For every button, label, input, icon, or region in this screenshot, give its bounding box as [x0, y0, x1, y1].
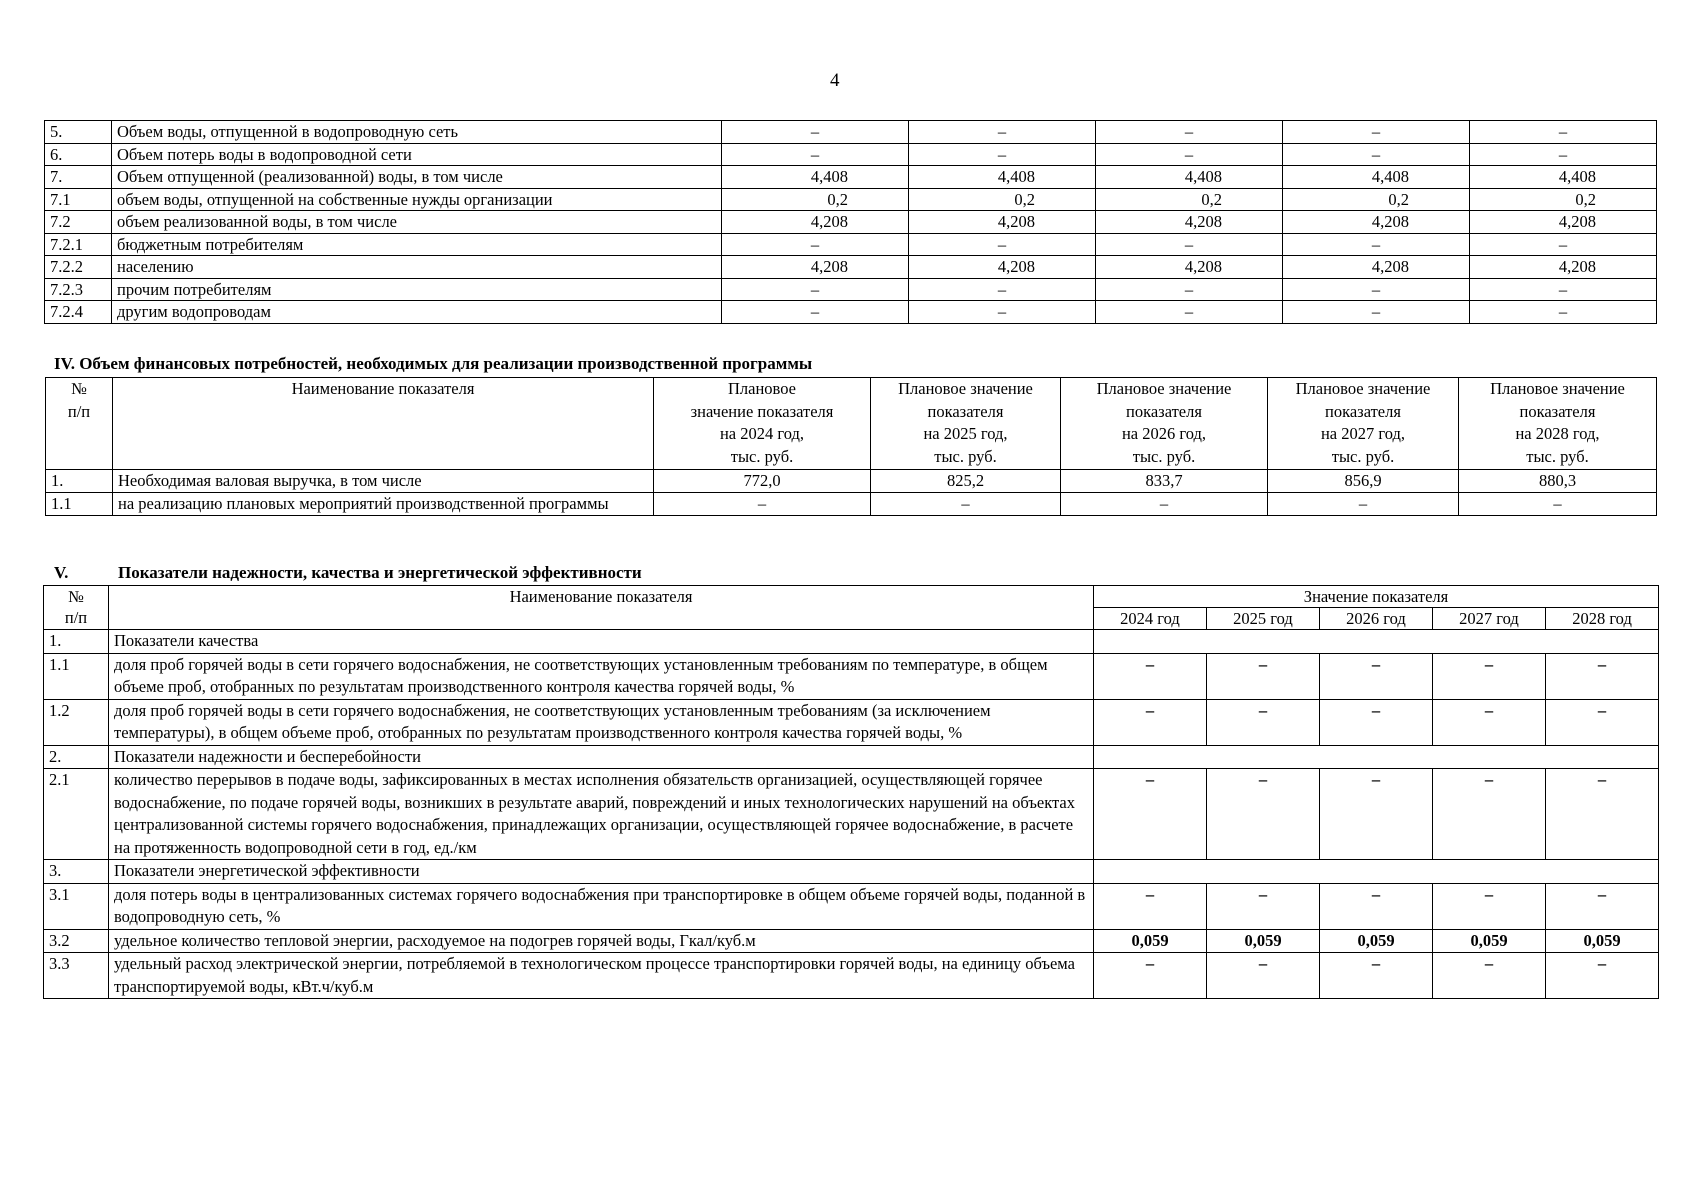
row-value: 4,208 [1096, 211, 1283, 234]
row-name: доля потерь воды в централизованных системах горячего водоснабжения при транспортировке в общем объеме горячей воды, поданной в водопроводную сеть, % [109, 883, 1094, 929]
col-header-year: Плановое значение показателя на 2026 год, тыс. руб. [1061, 378, 1268, 470]
col-header-name: Наименование показателя [109, 586, 1094, 630]
row-value: – [1094, 653, 1207, 699]
row-value: – [871, 493, 1061, 516]
row-value: – [654, 493, 871, 516]
row-name: объем воды, отпущенной на собственные нужды организации [112, 188, 722, 211]
row-value: – [1207, 699, 1320, 745]
table-row [44, 929, 1659, 953]
table-row [45, 301, 1657, 324]
table-row [45, 166, 1657, 189]
row-value: – [909, 301, 1096, 324]
group-row [44, 860, 1659, 884]
row-value: – [1433, 883, 1546, 929]
row-number: 7.2 [45, 211, 112, 234]
row-value: 4,208 [1283, 256, 1470, 279]
row-number: 2.1 [44, 769, 109, 860]
row-value: – [1320, 769, 1433, 860]
row-number: 1.1 [44, 653, 109, 699]
row-number: 7.2.3 [45, 278, 112, 301]
col-header-num: № п/п [46, 378, 113, 470]
row-value: 0,2 [722, 188, 909, 211]
row-value: – [1094, 953, 1207, 999]
row-value: – [1546, 953, 1659, 999]
row-value: 0,059 [1207, 929, 1320, 953]
row-name: удельное количество тепловой энергии, расходуемое на подогрев горячей воды, Гкал/куб.м [109, 929, 1094, 953]
row-value: – [909, 233, 1096, 256]
row-value: – [1459, 493, 1657, 516]
row-number: 1.2 [44, 699, 109, 745]
row-value: 4,408 [1096, 166, 1283, 189]
row-value: – [1470, 121, 1657, 144]
row-value: 0,2 [1283, 188, 1470, 211]
section-4-title: IV. Объем финансовых потребностей, необходимых для реализации производственной программы [54, 354, 813, 373]
row-value: – [1283, 233, 1470, 256]
row-name: удельный расход электрической энергии, потребляемой в технологическом процессе транспортировки горячей воды, на единицу объема транспортируемой воды, кВт.ч/куб.м [109, 953, 1094, 999]
empty-cell [1094, 630, 1659, 654]
section-5-number: V. [54, 563, 69, 582]
row-value: – [1320, 883, 1433, 929]
row-value: – [722, 233, 909, 256]
row-value: 4,408 [909, 166, 1096, 189]
row-value: 0,059 [1094, 929, 1207, 953]
row-name: Объем потерь воды в водопроводной сети [112, 143, 722, 166]
empty-cell [1094, 860, 1659, 884]
row-value: 4,408 [722, 166, 909, 189]
col-header-num: № п/п [44, 586, 109, 630]
row-value: – [1207, 769, 1320, 860]
table-row [44, 953, 1659, 999]
row-name: прочим потребителям [112, 278, 722, 301]
row-value: – [909, 278, 1096, 301]
row-value: – [722, 143, 909, 166]
row-value: – [1096, 278, 1283, 301]
row-name: Показатели энергетической эффективности [109, 860, 1094, 884]
table-row [45, 256, 1657, 279]
row-name: Объем воды, отпущенной в водопроводную сеть [112, 121, 722, 144]
row-value: 4,208 [722, 256, 909, 279]
row-value: 0,2 [1096, 188, 1283, 211]
col-header-year: 2028 год [1546, 608, 1659, 630]
row-value: – [1283, 143, 1470, 166]
col-header-year: Плановое значение показателя на 2027 год, тыс. руб. [1268, 378, 1459, 470]
row-number: 7.2.1 [45, 233, 112, 256]
empty-cell [1094, 745, 1659, 769]
row-value: – [1470, 278, 1657, 301]
row-value: 0,059 [1433, 929, 1546, 953]
row-name: Необходимая валовая выручка, в том числе [113, 470, 654, 493]
row-value: – [1546, 769, 1659, 860]
row-value: – [1433, 953, 1546, 999]
row-value: – [909, 143, 1096, 166]
row-value: – [1096, 301, 1283, 324]
group-row [44, 630, 1659, 654]
row-number: 6. [45, 143, 112, 166]
page-number: 4 [830, 70, 840, 91]
row-value: 4,208 [1283, 211, 1470, 234]
row-value: – [1094, 883, 1207, 929]
row-number: 3.2 [44, 929, 109, 953]
row-value: 833,7 [1061, 470, 1268, 493]
row-number: 1.1 [46, 493, 113, 516]
table-row [44, 653, 1659, 699]
row-value: – [1061, 493, 1268, 516]
row-value: – [1268, 493, 1459, 516]
section-5-title [54, 563, 642, 583]
financial-needs-table [45, 377, 1657, 516]
row-name: бюджетным потребителям [112, 233, 722, 256]
reliability-quality-table [43, 585, 1659, 999]
table-row [45, 211, 1657, 234]
row-number: 3.3 [44, 953, 109, 999]
row-value: 880,3 [1459, 470, 1657, 493]
row-value: – [722, 278, 909, 301]
row-value: 4,208 [909, 256, 1096, 279]
row-value: – [1320, 699, 1433, 745]
row-value: 856,9 [1268, 470, 1459, 493]
row-name: Объем отпущенной (реализованной) воды, в том числе [112, 166, 722, 189]
row-value: 4,408 [1470, 166, 1657, 189]
col-header-group: Значение показателя [1094, 586, 1659, 608]
row-number: 1. [44, 630, 109, 654]
row-value: 4,408 [1283, 166, 1470, 189]
row-name: доля проб горячей воды в сети горячего водоснабжения, не соответствующих установленным требованиям по температуре, в общем объеме проб, отобранных по результатам производственного контроля качества горячей воды, % [109, 653, 1094, 699]
table-row [45, 233, 1657, 256]
table-row [45, 188, 1657, 211]
row-number: 7. [45, 166, 112, 189]
row-value: 825,2 [871, 470, 1061, 493]
row-value: – [722, 121, 909, 144]
row-value: – [722, 301, 909, 324]
row-value: – [1546, 883, 1659, 929]
table-row [45, 121, 1657, 144]
col-header-year: 2025 год [1207, 608, 1320, 630]
row-value: – [1470, 233, 1657, 256]
row-value: 4,208 [722, 211, 909, 234]
table-row [44, 883, 1659, 929]
table-row [46, 493, 1657, 516]
col-header-year: Плановое значение показателя на 2024 год, тыс. руб. [654, 378, 871, 470]
row-value: – [1094, 769, 1207, 860]
row-value: 4,208 [1470, 256, 1657, 279]
row-number: 7.2.2 [45, 256, 112, 279]
row-name: доля проб горячей воды в сети горячего водоснабжения, не соответствующих установленным требованиям (за исключением температуры), в общем объеме проб, отобранных по результатам производственного контроля качества горячей воды, % [109, 699, 1094, 745]
row-name: другим водопроводам [112, 301, 722, 324]
table-row [45, 278, 1657, 301]
row-value: – [1094, 699, 1207, 745]
row-name: объем реализованной воды, в том числе [112, 211, 722, 234]
row-number: 3.1 [44, 883, 109, 929]
row-number: 1. [46, 470, 113, 493]
row-value: – [1283, 301, 1470, 324]
row-number: 7.1 [45, 188, 112, 211]
row-value: – [1096, 143, 1283, 166]
row-value: – [1207, 883, 1320, 929]
row-number: 7.2.4 [45, 301, 112, 324]
row-value: – [1433, 699, 1546, 745]
row-value: – [1470, 301, 1657, 324]
row-value: 4,208 [909, 211, 1096, 234]
row-name: на реализацию плановых мероприятий производственной программы [113, 493, 654, 516]
row-value: – [1207, 653, 1320, 699]
col-header-year: 2024 год [1094, 608, 1207, 630]
table-row [45, 143, 1657, 166]
row-name: населению [112, 256, 722, 279]
row-value: – [1470, 143, 1657, 166]
row-number: 3. [44, 860, 109, 884]
col-header-year: 2026 год [1320, 608, 1433, 630]
section-5-title-text: Показатели надежности, качества и энергетической эффективности [118, 563, 642, 582]
col-header-year: Плановое значение показателя на 2025 год, тыс. руб. [871, 378, 1061, 470]
row-value: – [1546, 699, 1659, 745]
row-name: Показатели качества [109, 630, 1094, 654]
row-value: – [1433, 769, 1546, 860]
row-value: – [1096, 233, 1283, 256]
row-value: 4,208 [1470, 211, 1657, 234]
col-header-year: Плановое значение показателя на 2028 год, тыс. руб. [1459, 378, 1657, 470]
table-row [44, 769, 1659, 860]
row-value: 0,2 [1470, 188, 1657, 211]
row-value: – [909, 121, 1096, 144]
row-number: 2. [44, 745, 109, 769]
water-volume-table [44, 120, 1657, 324]
row-value: 772,0 [654, 470, 871, 493]
table-row [44, 699, 1659, 745]
row-name: количество перерывов в подаче воды, зафиксированных в местах исполнения обязательств организацией, осуществляющей горячее водоснабжение, по подаче горячей воды, возникших в результате аварий, повреждений и иных технологических нарушений на объектах централизованной системы горячего водоснабжения, принадлежащих организации, осуществляющей горячее водоснабжение, в расчете на протяженность водопроводной сети в год, ед./км [109, 769, 1094, 860]
row-number: 5. [45, 121, 112, 144]
table-row [46, 470, 1657, 493]
row-value: – [1207, 953, 1320, 999]
row-value: – [1433, 653, 1546, 699]
row-value: 4,208 [1096, 256, 1283, 279]
row-value: – [1283, 121, 1470, 144]
col-header-name: Наименование показателя [113, 378, 654, 470]
row-name: Показатели надежности и бесперебойности [109, 745, 1094, 769]
row-value: 0,059 [1546, 929, 1659, 953]
row-value: 0,059 [1320, 929, 1433, 953]
row-value: 0,2 [909, 188, 1096, 211]
row-value: – [1546, 653, 1659, 699]
col-header-year: 2027 год [1433, 608, 1546, 630]
row-value: – [1320, 953, 1433, 999]
row-value: – [1283, 278, 1470, 301]
row-value: – [1320, 653, 1433, 699]
row-value: – [1096, 121, 1283, 144]
group-row [44, 745, 1659, 769]
